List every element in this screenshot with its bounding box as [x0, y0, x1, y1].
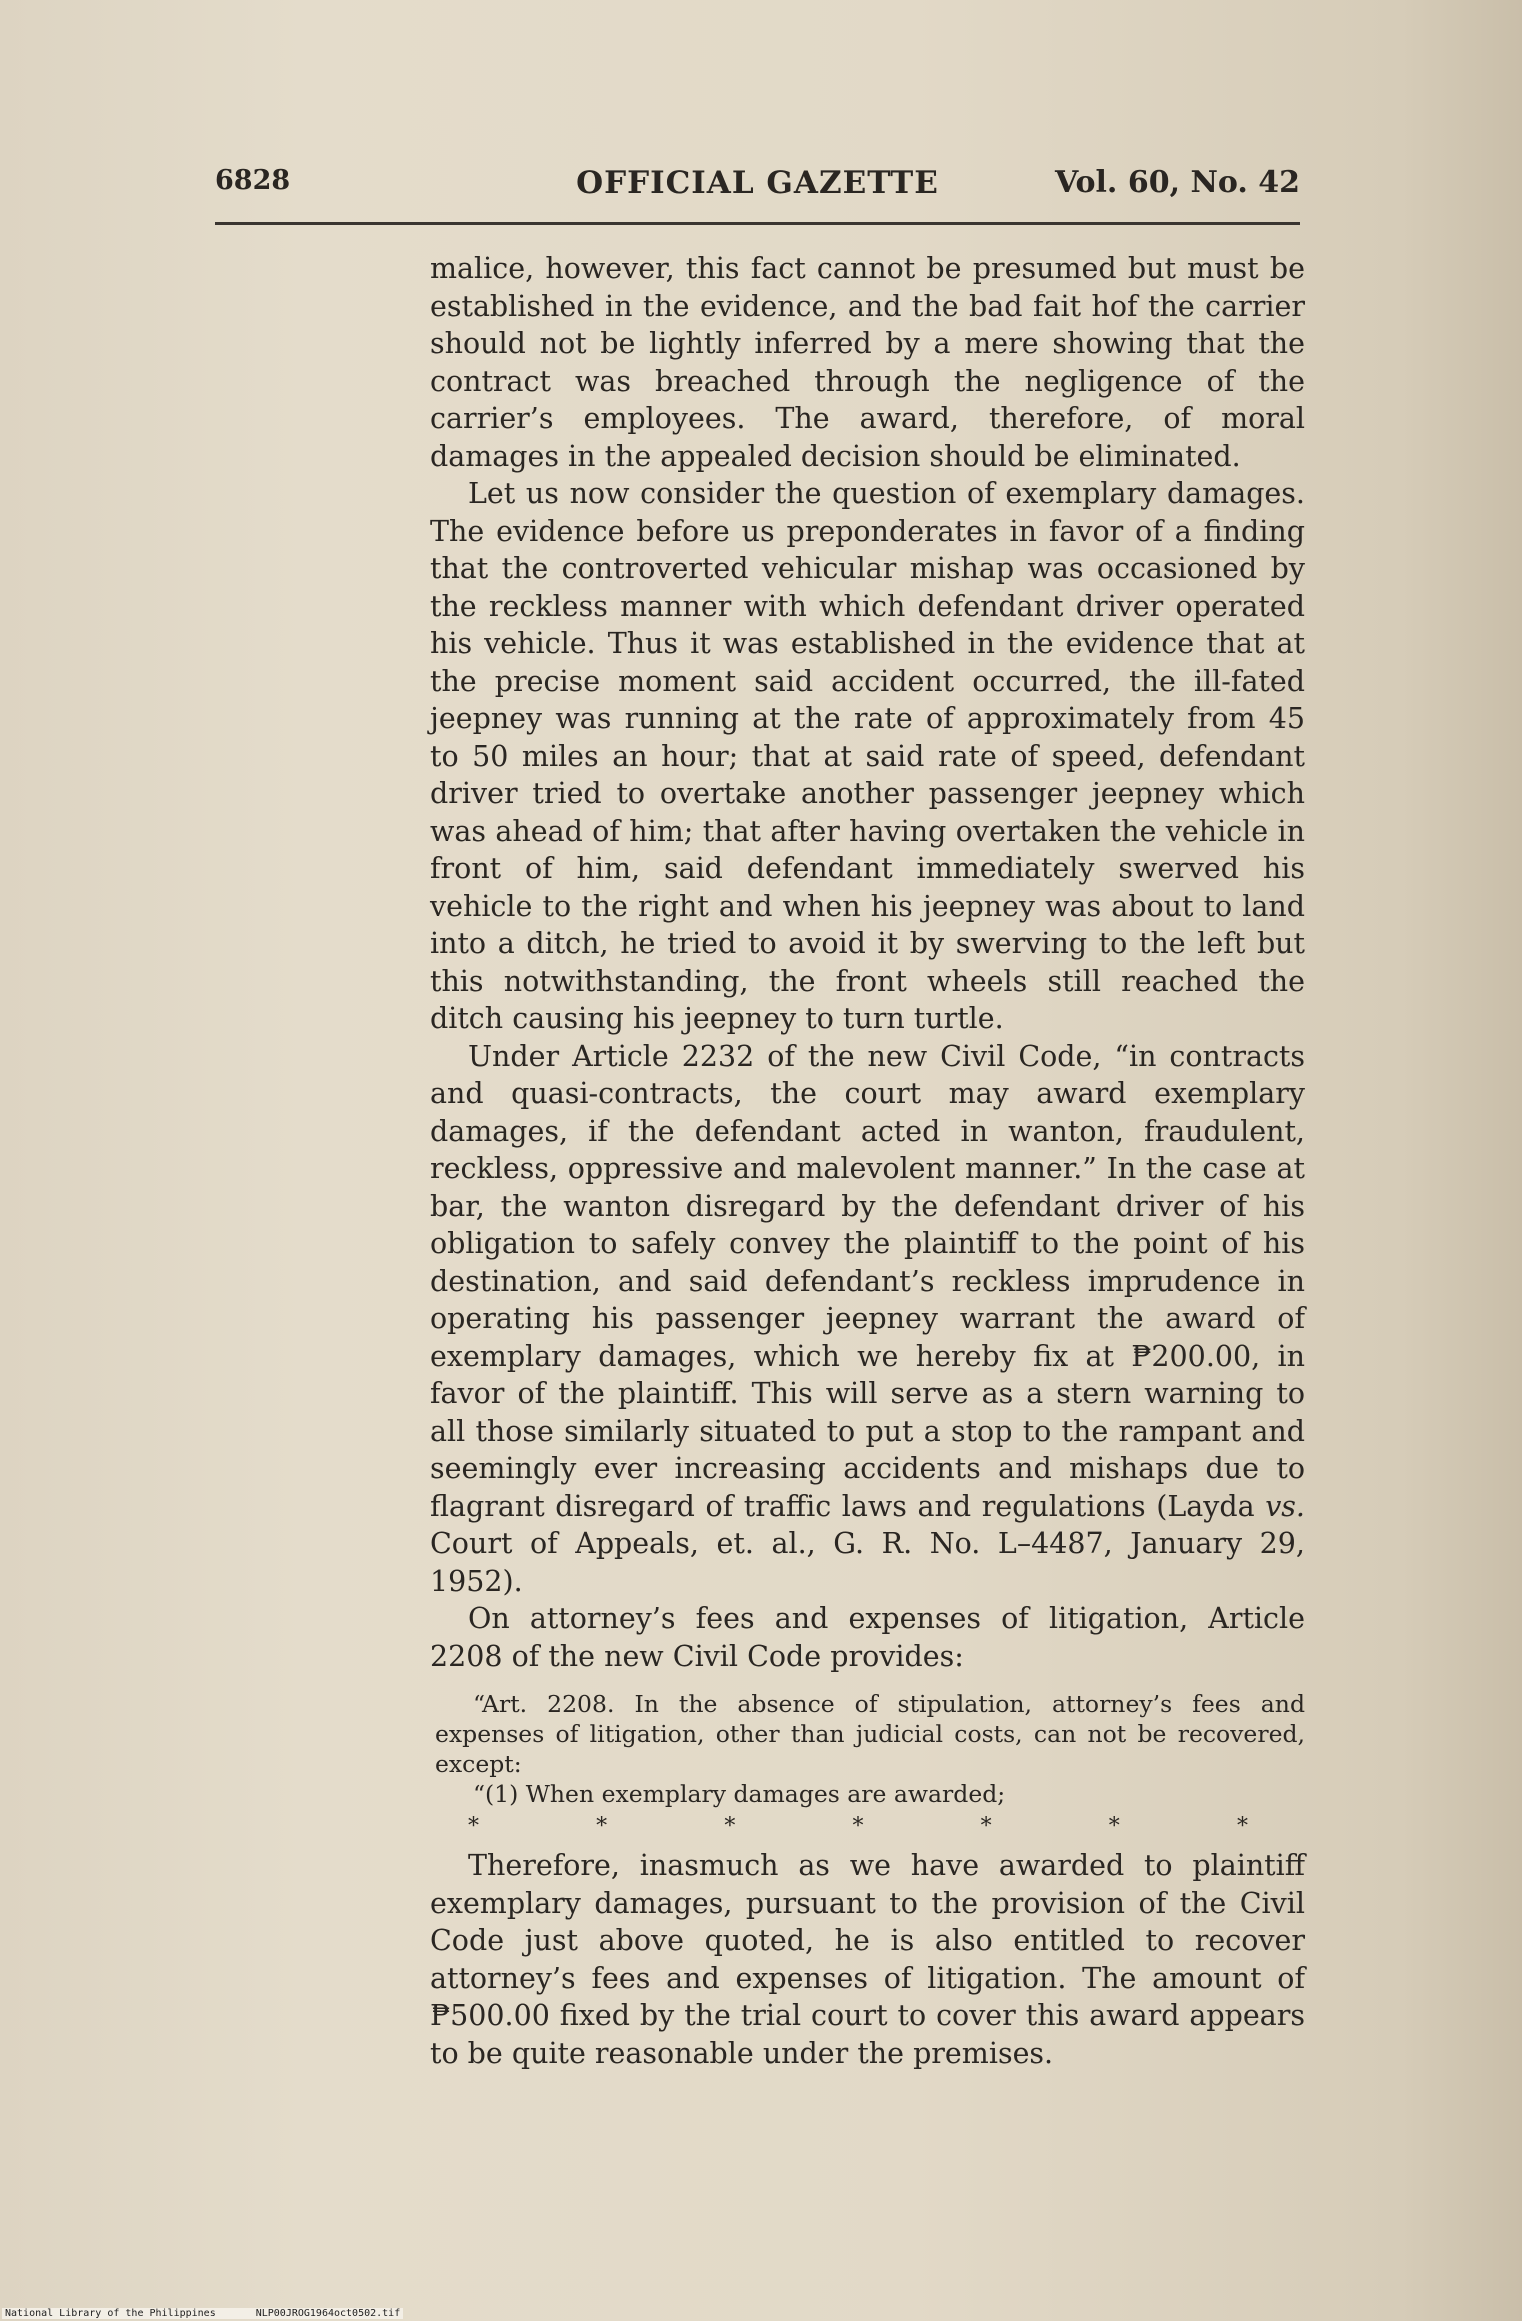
- star-mark: *: [468, 1814, 479, 1839]
- quote-item-1: “(1) When exemplary damages are awarded;: [473, 1780, 1006, 1808]
- volume-issue: Vol. 60, No. 42: [1055, 165, 1300, 200]
- header-rule: [215, 222, 1300, 225]
- paragraph-3-text: Under Article 2232 of the new Civil Code, “in contracts and quasi-contracts, the court may award exemplary damages, if the defendant acted in wanton, fraudulent, reckless, oppressive and malevolent manner.” In the case at bar, the wanton disregard by the defendant driver of his obligation to safely convey the plaintiff to the point of his destination, and said defendant’s reckless imprudence in operating his passenger jeepney warrant the award of exemplary damages, which we hereby fix at ₱200.00, in favor of the plaintiff. This will serve as a stern warning to all those similarly situated to put a stop to the rampant and seemingly ever increasing accidents and mishaps due to flagrant disregard of traffic laws and regulations (Layda: [430, 1039, 1305, 1523]
- star-mark: *: [724, 1814, 736, 1839]
- star-mark: *: [1108, 1814, 1120, 1839]
- paragraph-5: Therefore, inasmuch as we have awarded to plaintiff exemplary damages, pursuant to the provision of the Civil Code just above quoted, he is also entitled to recover attorney’s fees and expenses of litigation. The amount of ₱500.00 fixed by the trial court to cover this award appears to be quite reasonable under the premises.: [430, 1849, 1305, 2070]
- paragraph-3-italic: vs.: [1265, 1489, 1305, 1523]
- paragraph-4: On attorney’s fees and expenses of litigation, Article 2208 of the new Civil Code provides:: [430, 1602, 1305, 1673]
- paragraph-3: [430, 1038, 1305, 1601]
- paragraph-3-citation: Court of Appeals, et. al., G. R. No. L–4487, January 29, 1952).: [430, 1527, 1305, 1598]
- ellipsis-stars: [468, 1813, 1248, 1841]
- star-mark: *: [852, 1814, 864, 1839]
- star-mark: *: [980, 1814, 992, 1839]
- footer-library: National Library of the Philippines: [5, 2308, 216, 2319]
- body-text: [430, 250, 1305, 2072]
- star-mark: *: [1236, 1814, 1248, 1839]
- publication-title: OFFICIAL GAZETTE: [576, 165, 939, 201]
- paragraph-1: malice, however, this fact cannot be presumed but must be established in the evidence, and the bad fait hof the carrier should not be lightly inferred by a mere showing that the contract was breached through the negligence of the carrier’s employees. The award, therefore, of moral damages in the appealed decision should be eliminated.: [430, 252, 1305, 473]
- paragraph-2: Let us now consider the question of exemplary damages. The evidence before us preponderates in favor of a finding that the controverted vehicular mishap was occasioned by the reckless manner with which defendant driver operated his vehicle. Thus it was established in the evidence that at the precise moment said accident occurred, the ill-fated jeepney was running at the rate of approximately from 45 to 50 miles an hour; that at said rate of speed, defendant driver tried to overtake another passenger jeepney which was ahead of him; that after having overtaken the vehicle in front of him, said defendant immediately swerved his vehicle to the right and when his jeepney was about to land into a ditch, he tried to avoid it by swerving to the left but this notwithstanding, the front wheels still reached the ditch causing his jeepney to turn turtle.: [430, 477, 1305, 1035]
- page-number: 6828: [215, 165, 291, 196]
- page-header: [215, 165, 1300, 213]
- scan-footer: [2, 2308, 403, 2319]
- footer-file: NLP00JROG1964oct0502.tif: [255, 2308, 401, 2319]
- quote-article-2208: “Art. 2208. In the absence of stipulation, attorney’s fees and expenses of litigation, other than judicial costs, can not be recovered, except:: [435, 1690, 1305, 1778]
- star-mark: *: [596, 1814, 608, 1839]
